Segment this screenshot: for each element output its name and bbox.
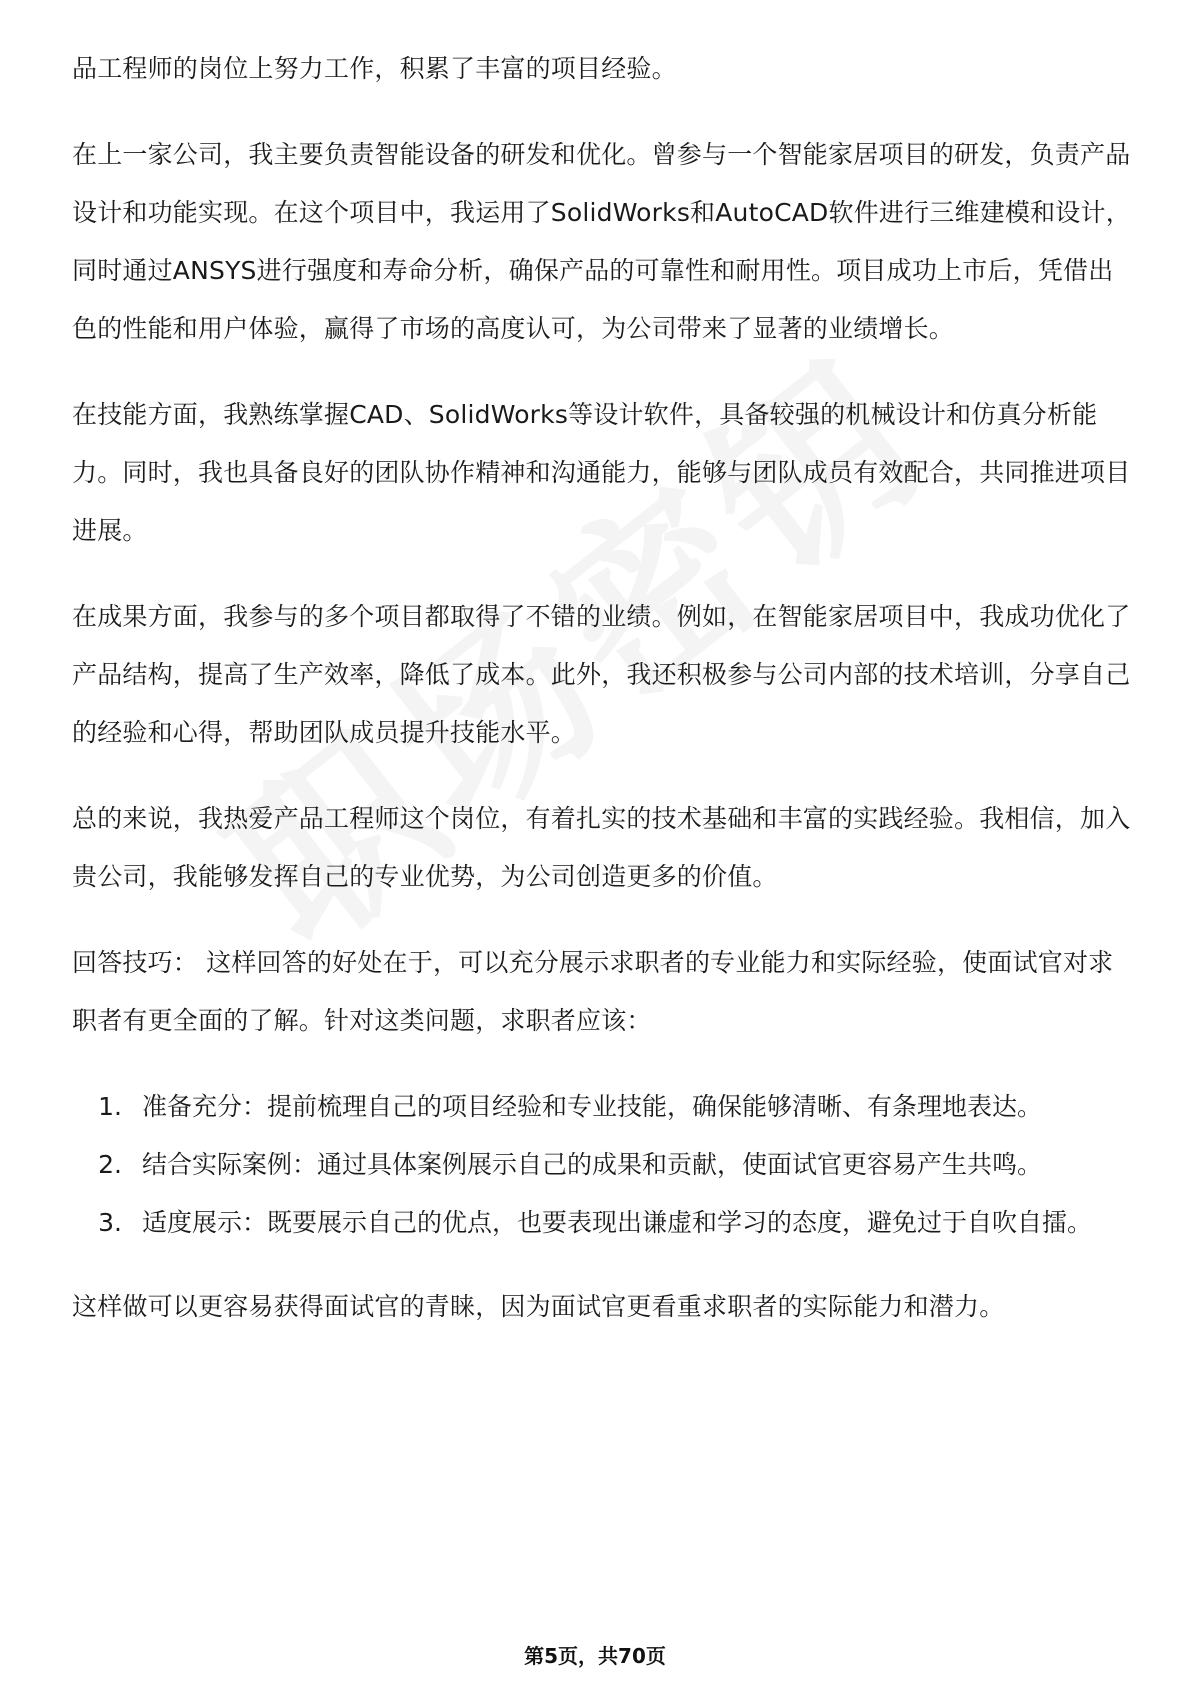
paragraph-achievements: 在成果方面，我参与的多个项目都取得了不错的业绩。例如，在智能家居项目中，我成功优化了产品结构，提高了生产效率，降低了成本。此外，我还积极参与公司内部的技术培训，分享自己的经验和心得，帮助团队成员提升技能水平。 xyxy=(72,602,1131,747)
list-item-text: 适度展示：既要展示自己的优点，也要表现出谦虚和学习的态度，避免过于自吹自擂。 xyxy=(142,1208,1093,1237)
paragraph-summary: 总的来说，我热爱产品工程师这个岗位，有着扎实的技术基础和丰富的实践经验。我相信，加入贵公司，我能够发挥自己的专业优势，为公司创造更多的价值。 xyxy=(72,804,1131,891)
list-item-number: 2. xyxy=(98,1150,122,1179)
paragraph-closing: 这样做可以更容易获得面试官的青睐，因为面试官更看重求职者的实际能力和潜力。 xyxy=(72,1292,1005,1321)
list-item-text: 结合实际案例：通过具体案例展示自己的成果和贡献，使面试官更容易产生共鸣。 xyxy=(142,1150,1043,1179)
paragraph-answer-tips: 回答技巧： 这样回答的好处在于，可以充分展示求职者的专业能力和实际经验，使面试官对求职者有更全面的了解。针对这类问题，求职者应该： xyxy=(72,948,1114,1035)
list-item-text: 准备充分：提前梳理自己的项目经验和专业技能，确保能够清晰、有条理地表达。 xyxy=(142,1092,1043,1121)
list-item-number: 3. xyxy=(98,1208,122,1237)
page-number: 第5页，共70页 xyxy=(524,1644,666,1668)
document-body xyxy=(72,40,1132,1364)
tips-list xyxy=(72,1078,1132,1252)
paragraph-previous-company: 在上一家公司，我主要负责智能设备的研发和优化。曾参与一个智能家居项目的研发，负责产品设计和功能实现。在这个项目中，我运用了SolidWorks和AutoCAD软件进行三维建模和设计，同时通过ANSYS进行强度和寿命分析，确保产品的可靠性和耐用性。项目成功上市后，凭借出色的性能和用户体验，赢得了市场的高度认可，为公司带来了显著的业绩增长。 xyxy=(72,140,1131,343)
paragraph-intro-continued: 品工程师的岗位上努力工作，积累了丰富的项目经验。 xyxy=(72,54,677,83)
paragraph-skills: 在技能方面，我熟练掌握CAD、SolidWorks等设计软件，具备较强的机械设计和仿真分析能力。同时，我也具备良好的团队协作精神和沟通能力，能够与团队成员有效配合，共同推进项目进展。 xyxy=(72,400,1131,545)
list-item xyxy=(72,1136,1132,1194)
list-item xyxy=(72,1078,1132,1136)
list-item-number: 1. xyxy=(98,1092,122,1121)
list-item xyxy=(72,1194,1132,1252)
